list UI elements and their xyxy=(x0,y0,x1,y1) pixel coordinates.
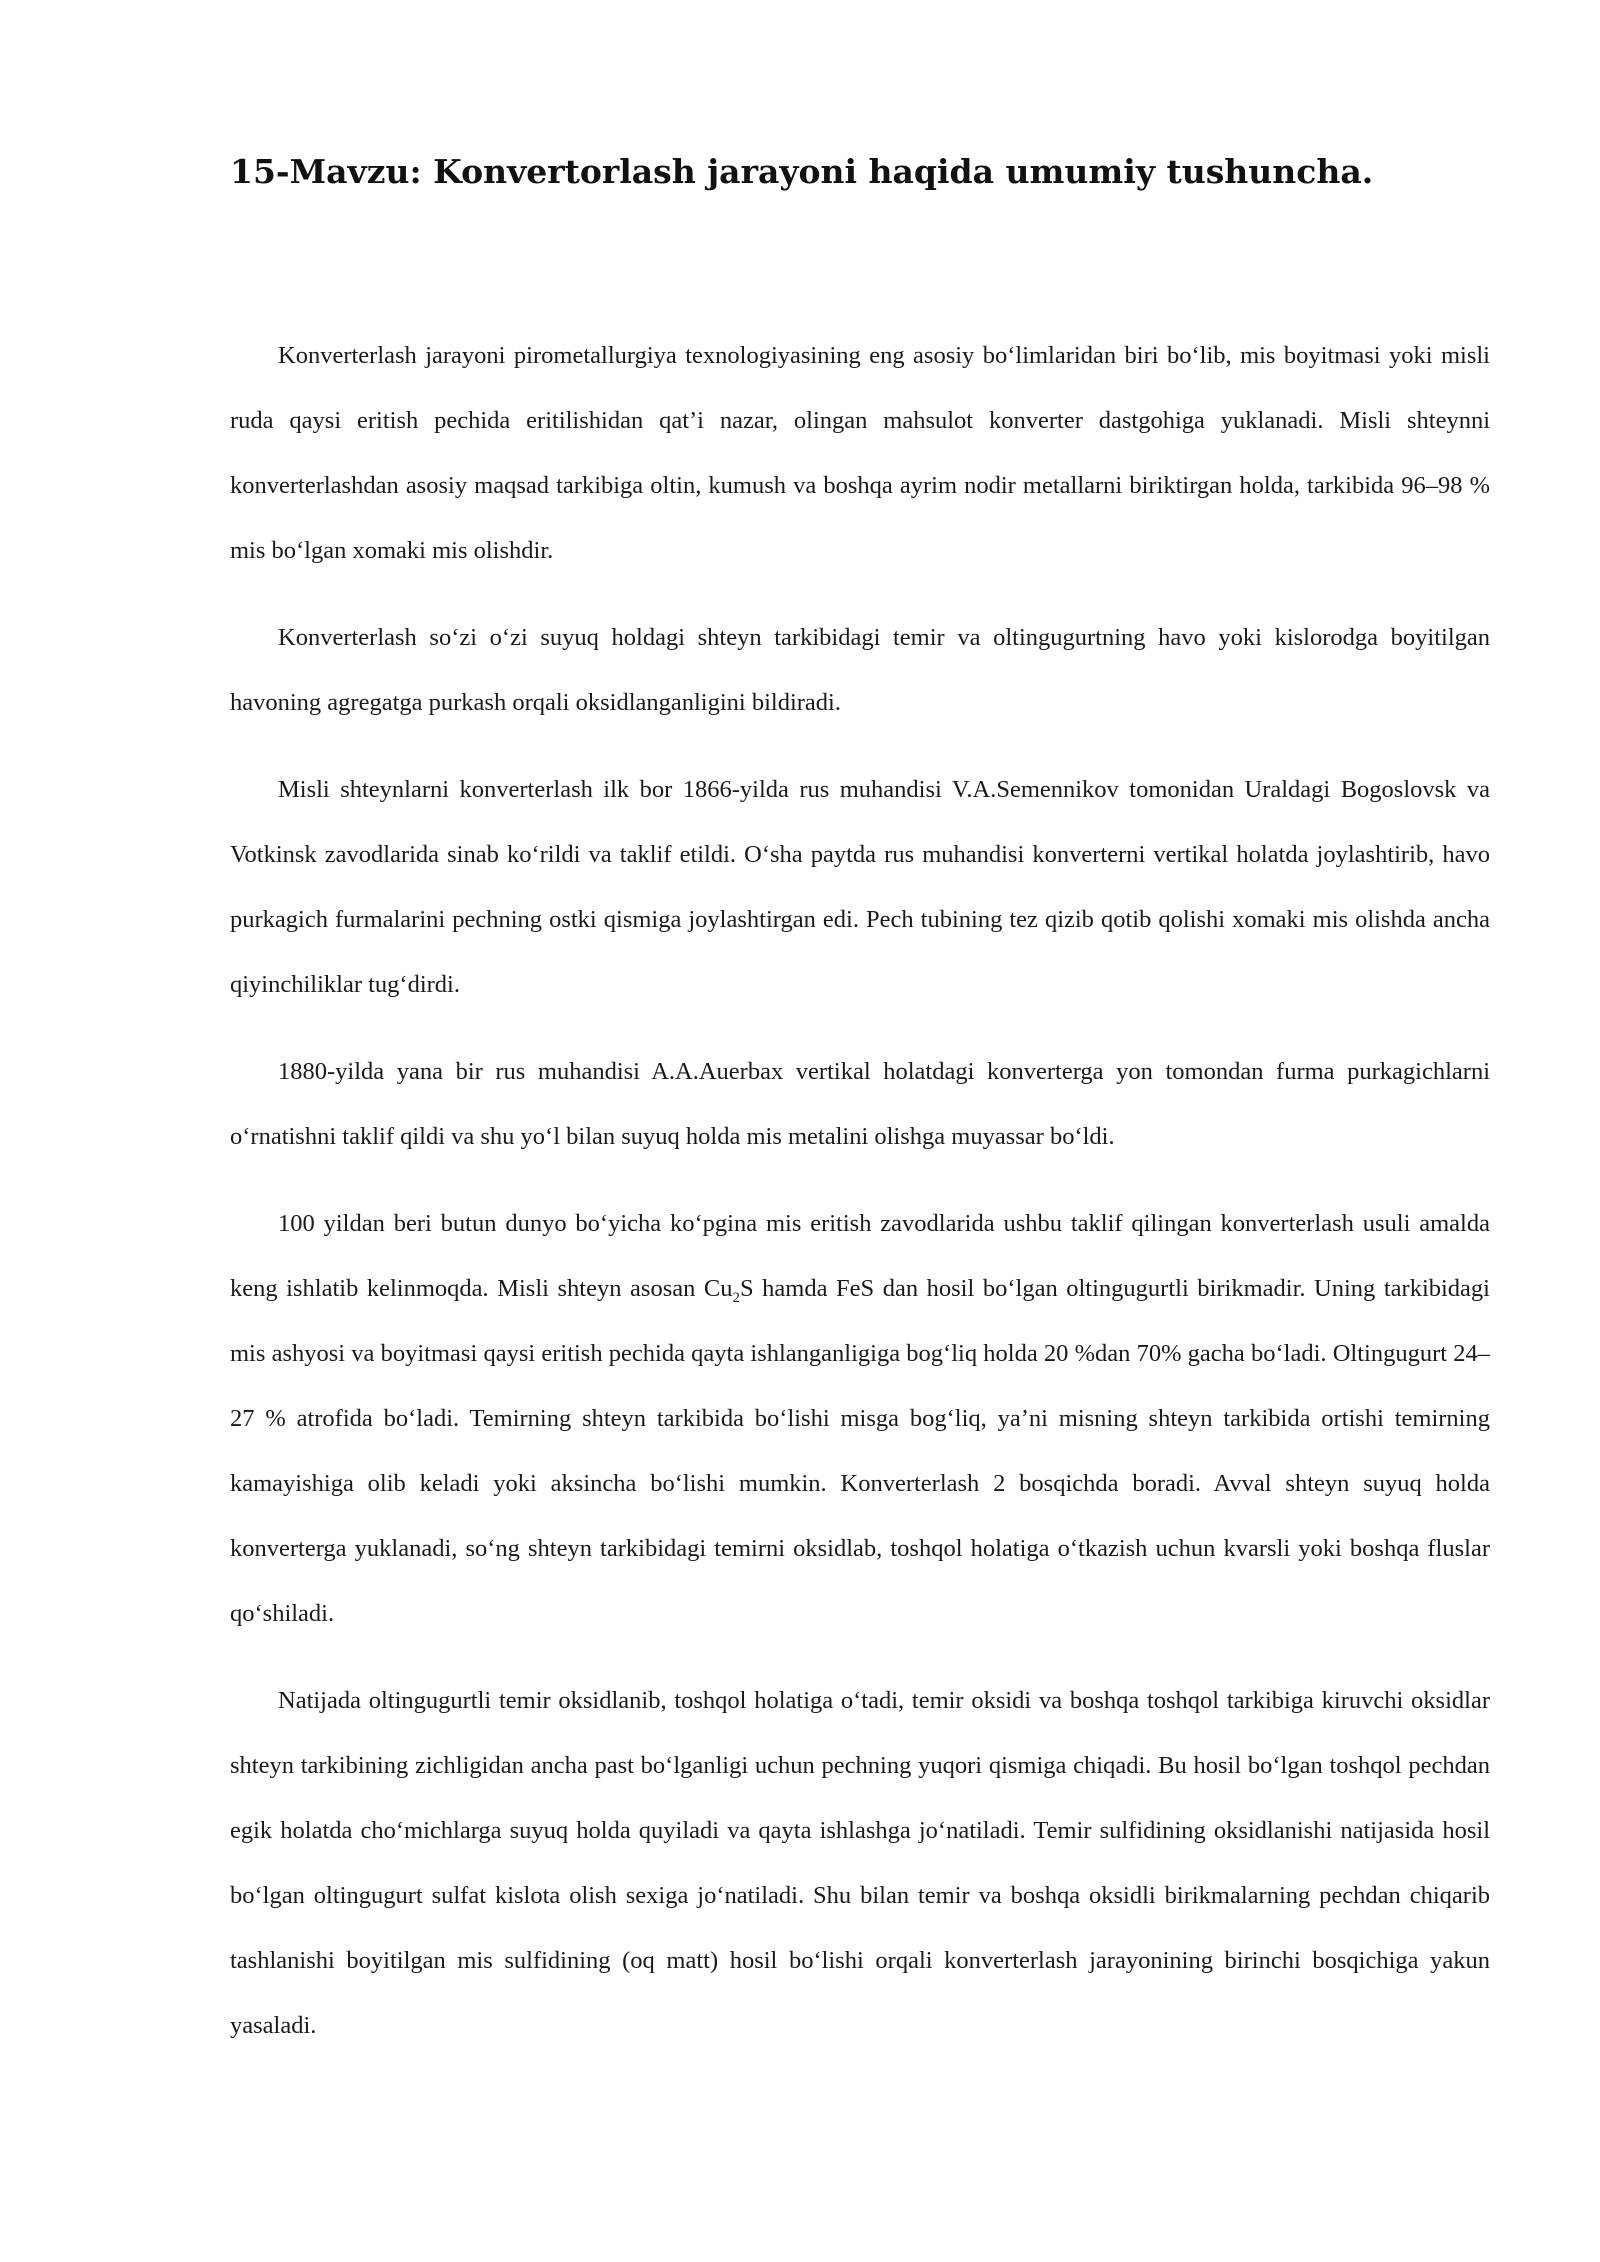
page-title: 15-Mavzu: Konvertorlash jarayoni haqida umumiy tushuncha. xyxy=(230,152,1374,191)
chemical-subscript: 2 xyxy=(732,1289,740,1306)
paragraph-6: Natijada oltingugurtli temir oksidlanib, toshqol holatiga o‘tadi, temir oksidi va boshqa toshqol tarkibiga kiruvchi oksidlar shteyn tarkibining zichligidan ancha past bo‘lganligi uchun pechning yuqori qismiga chiqadi. Bu hosil bo‘lgan toshqol pechdan egik holatda cho‘michlarga suyuq holda quyiladi va qayta ishlashga jo‘natiladi. Temir sulfidining oksidlanishi natijasida hosil bo‘lgan oltingugurt sulfat kislota olish sexiga jo‘natiladi. Shu bilan temir va boshqa oksidli birikmalarning pechdan chiqarib tashlanishi boyitilgan mis sulfidining (oq matt) hosil bo‘lishi orqali konverterlash jarayonining birinchi bosqichiga yakun yasaladi. xyxy=(230,1687,1490,2039)
paragraph-5-part-1: 100 yildan beri butun dunyo bo‘yicha ko‘pgina mis eritish zavodlarida ushbu taklif qilingan konverterlash usuli amalda keng ishlatib kelinmoqda. Misli shteyn asosan Cu xyxy=(230,1210,1490,1302)
paragraph-5-part-2: S hamda FeS dan hosil bo‘lgan oltingugurtli birikmadir. Uning tarkibidagi mis ashyosi va boyitmasi qaysi eritish pechida qayta ishlanganligiga bog‘liq holda 20 %dan 70% gacha bo‘ladi. Oltingugurt 24–27 % atrofida bo‘ladi. Temirning shteyn tarkibida bo‘lishi misga bog‘liq, ya’ni misning shteyn tarkibida ortishi temirning kamayishiga olib keladi yoki aksincha bo‘lishi mumkin. Konverterlash 2 bosqichda boradi. Avval shteyn suyuq holda konverterga yuklanadi, so‘ng shteyn tarkibidagi temirni oksidlab, toshqol holatiga o‘tkazish uchun kvarsli yoki boshqa fluslar qo‘shiladi. xyxy=(230,1275,1490,1627)
paragraph-2: Konverterlash so‘zi o‘zi suyuq holdagi shteyn tarkibidagi temir va oltingugurtning havo yoki kislorodga boyitilgan havoning agregatga purkash orqali oksidlanganligini bildiradi. xyxy=(230,624,1490,716)
paragraph-3: Misli shteynlarni konverterlash ilk bor 1866-yilda rus muhandisi V.A.Semennikov tomonidan Uraldagi Bogoslovsk va Votkinsk zavodlarida sinab ko‘rildi va taklif etildi. O‘sha paytda rus muhandisi konverterni vertikal holatda joylashtirib, havo purkagich furmalarini pechning ostki qismiga joylashtirgan edi. Pech tubining tez qizib qotib qolishi xomaki mis olishda ancha qiyinchiliklar tug‘dirdi. xyxy=(230,776,1490,998)
paragraph-4: 1880-yilda yana bir rus muhandisi A.A.Auerbax vertikal holatdagi konverterga yon tomondan furma purkagichlarni o‘rnatishni taklif qildi va shu yo‘l bilan suyuq holda mis metalini olishga muyassar bo‘ldi. xyxy=(230,1058,1490,1150)
document-body xyxy=(230,323,1490,2080)
paragraph-1: Konverterlash jarayoni pirometallurgiya texnologiyasining eng asosiy bo‘limlaridan biri bo‘lib, mis boyitmasi yoki misli ruda qaysi eritish pechida eritilishidan qat’i nazar, olingan mahsulot konverter dastgohiga yuklanadi. Misli shteynni konverterlashdan asosiy maqsad tarkibiga oltin, kumush va boshqa ayrim nodir metallarni biriktirgan holda, tarkibida 96–98 % mis bo‘lgan xomaki mis olishdir. xyxy=(230,342,1490,564)
paragraph-5 xyxy=(230,1191,1490,1646)
